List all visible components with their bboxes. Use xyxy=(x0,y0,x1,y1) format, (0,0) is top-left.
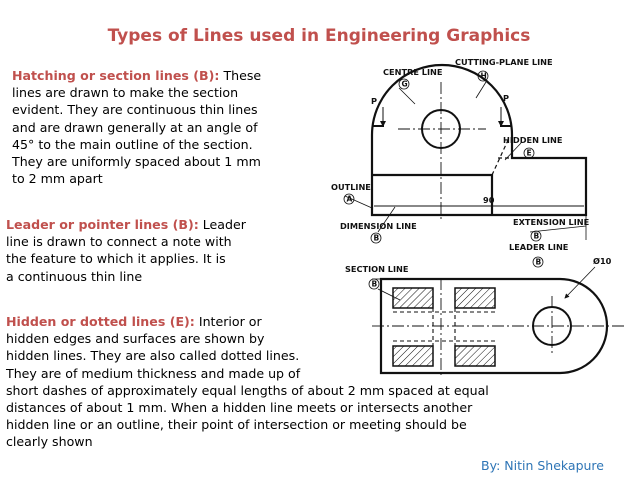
hidden-sym: E xyxy=(526,148,532,158)
front-view xyxy=(345,65,586,240)
hatching-heading: Hatching or section lines (B): xyxy=(12,68,220,83)
text-line: lines are drawn to make the section xyxy=(12,85,239,101)
text-line: These xyxy=(219,68,262,83)
leader-sym: B xyxy=(535,257,542,267)
outline-label: OUTLINE xyxy=(331,182,371,192)
text-line: clearly shown xyxy=(6,434,93,450)
hatch-bottom-left xyxy=(393,346,433,366)
centre-line-label: CENTRE LINE xyxy=(383,67,443,77)
p-label-left: P xyxy=(371,96,378,106)
text-line: They are of medium thickness and made up of xyxy=(6,365,301,381)
text-line: short dashes of approximately equal lengths of about 2 mm spaced at equal xyxy=(6,382,489,398)
text-line: 45° to the main outline of the section. xyxy=(12,136,253,152)
dimension-sym: B xyxy=(373,233,380,243)
cutting-plane-label: CUTTING-PLANE LINE xyxy=(455,57,553,67)
extension-line-label: EXTENSION LINE xyxy=(513,217,590,227)
text-line: evident. They are continuous thin lines xyxy=(12,102,258,118)
hidden-heading: Hidden or dotted lines (E): xyxy=(6,314,195,329)
text-line: hidden edges and surfaces are shown by xyxy=(6,331,265,347)
sectional-view xyxy=(372,278,626,376)
text-line: Interior or xyxy=(194,314,262,329)
leader-line-label: LEADER LINE xyxy=(509,242,569,252)
page-title: Types of Lines used in Engineering Graphics xyxy=(107,26,531,46)
extension-sym: B xyxy=(533,231,540,241)
text-line: line is drawn to connect a note with xyxy=(6,234,232,250)
text-line: the feature to which it applies. It is xyxy=(6,251,226,267)
text-line: to 2 mm apart xyxy=(12,171,103,187)
section-sym: B xyxy=(371,279,378,289)
text-line: hidden lines. They are also called dotted lines. xyxy=(6,348,300,364)
hatch-top-left xyxy=(393,288,433,308)
text-line: They are uniformly spaced about 1 mm xyxy=(12,154,261,170)
outline-sym: A xyxy=(346,194,353,204)
section-line-label: SECTION LINE xyxy=(345,264,409,274)
author-credit: By: Nitin Shekapure xyxy=(481,458,604,473)
text-line: a continuous thin line xyxy=(6,268,143,284)
diameter-label: Ø10 xyxy=(593,256,612,266)
dimension-line-label: DIMENSION LINE xyxy=(340,221,417,231)
hatch-top-right xyxy=(455,288,495,308)
centre-sym: G xyxy=(401,79,408,89)
leader-heading: Leader or pointer lines (B): xyxy=(6,217,199,232)
hatch-bottom-right xyxy=(455,346,495,366)
hidden-line-label: HIDDEN LINE xyxy=(503,135,563,145)
dimension-value: 90 xyxy=(483,195,495,205)
text-line: distances of about 1 mm. When a hidden line meets or intersects another xyxy=(6,400,473,416)
cutting-sym: H xyxy=(480,71,487,81)
p-label-right: P xyxy=(503,93,510,103)
text-line: Leader xyxy=(198,217,246,232)
text-line: hidden line or an outline, their point of intersection or meeting should be xyxy=(6,417,467,433)
text-line: and are drawn generally at an angle of xyxy=(12,119,258,135)
